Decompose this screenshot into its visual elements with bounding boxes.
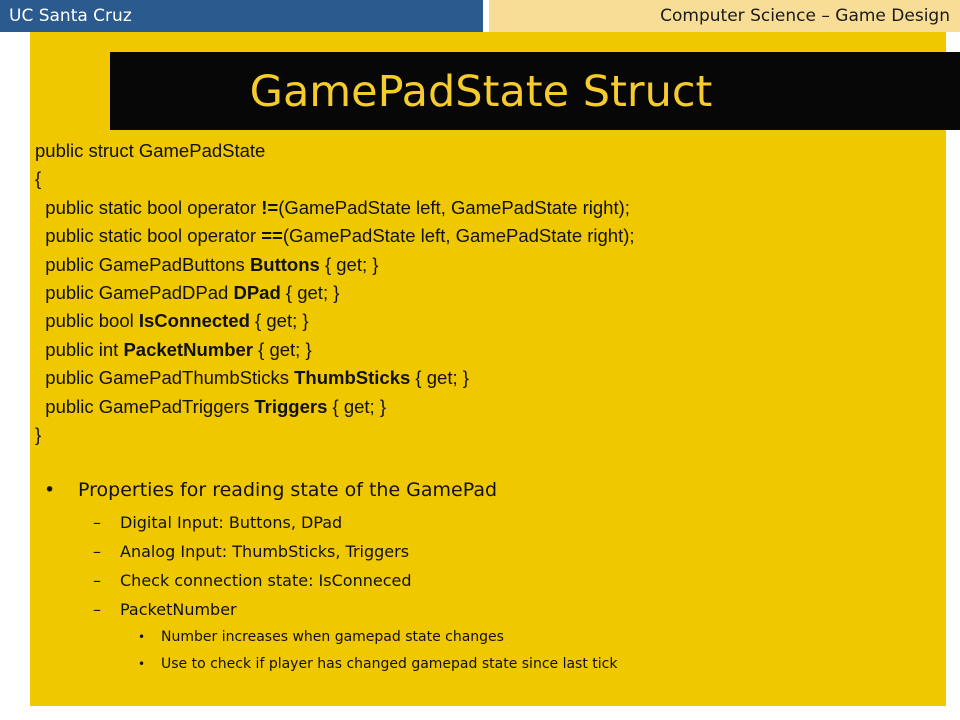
code-property-name: Triggers	[254, 395, 328, 417]
title-bar	[110, 52, 960, 130]
sub-bullet-text: PacketNumber	[120, 600, 237, 619]
code-line	[35, 222, 935, 250]
code-block	[35, 137, 935, 449]
code-text: { get; }	[253, 338, 312, 360]
code-line: }	[35, 423, 42, 445]
sub-sub-bullet-text: Number increases when gamepad state changes	[161, 629, 504, 645]
code-text: public static bool operator	[35, 225, 262, 247]
sub-bullet-text: Analog Input: ThumbSticks, Triggers	[120, 542, 410, 561]
header-left	[0, 0, 483, 32]
code-operator: !=	[261, 196, 279, 218]
bullet-icon: •	[44, 479, 56, 501]
header-left-text: UC Santa Cruz	[9, 6, 132, 26]
code-text: public GamePadButtons	[35, 253, 250, 275]
code-line	[35, 393, 935, 421]
sub-bullet-item	[44, 566, 924, 595]
bullet-icon: •	[138, 630, 146, 644]
code-text: (GamePadState left, GamePadState right);	[278, 196, 630, 218]
code-text: public GamePadTriggers	[35, 395, 255, 417]
code-text: public GamePadDPad	[35, 281, 234, 303]
code-property-name: DPad	[233, 281, 281, 303]
sub-bullet-text: Digital Input: Buttons, DPad	[120, 513, 343, 532]
code-text: public GamePadThumbSticks	[35, 367, 295, 389]
code-text: public static bool operator	[35, 196, 262, 218]
dash-icon: –	[93, 542, 101, 561]
code-line	[35, 194, 935, 222]
code-text: { get; }	[319, 253, 379, 275]
bullet-text: Properties for reading state of the GamePad	[78, 479, 498, 501]
code-line	[35, 364, 935, 392]
code-text: { get; }	[410, 367, 469, 389]
code-property-name: IsConnected	[138, 310, 250, 332]
slide-title: GamePadState Struct	[249, 67, 713, 117]
dash-icon: –	[93, 571, 101, 590]
code-property-name: ThumbSticks	[294, 367, 411, 389]
code-line	[35, 307, 935, 335]
code-text: { get; }	[327, 395, 386, 417]
code-line	[35, 336, 935, 364]
code-line: public struct GamePadState	[35, 140, 266, 161]
code-line: {	[35, 168, 42, 190]
sub-sub-bullet-item	[44, 624, 924, 651]
header-right	[489, 0, 960, 32]
sub-bullet-text: Check connection state: IsConneced	[120, 571, 412, 590]
bullet-icon: •	[138, 657, 146, 671]
code-text: public int	[35, 338, 124, 360]
code-property-name: Buttons	[249, 253, 320, 275]
sub-sub-bullet-item	[44, 651, 924, 678]
header-right-text: Computer Science – Game Design	[660, 6, 950, 26]
sub-bullet-item	[44, 508, 924, 537]
code-line	[35, 279, 935, 307]
code-property-name: PacketNumber	[123, 338, 253, 360]
dash-icon: –	[93, 513, 101, 532]
code-text: { get; }	[249, 310, 309, 332]
sub-bullet-item	[44, 595, 924, 624]
sub-bullet-item	[44, 537, 924, 566]
bullet-item	[44, 472, 924, 508]
dash-icon: –	[93, 600, 101, 619]
code-operator: ==	[261, 225, 283, 247]
code-line	[35, 251, 935, 279]
code-text: { get; }	[280, 281, 340, 303]
sub-sub-bullet-text: Use to check if player has changed gamepad state since last tick	[161, 656, 618, 672]
code-text: public bool	[35, 310, 139, 332]
bullet-list	[44, 472, 924, 678]
code-text: (GamePadState left, GamePadState right);	[282, 225, 635, 247]
